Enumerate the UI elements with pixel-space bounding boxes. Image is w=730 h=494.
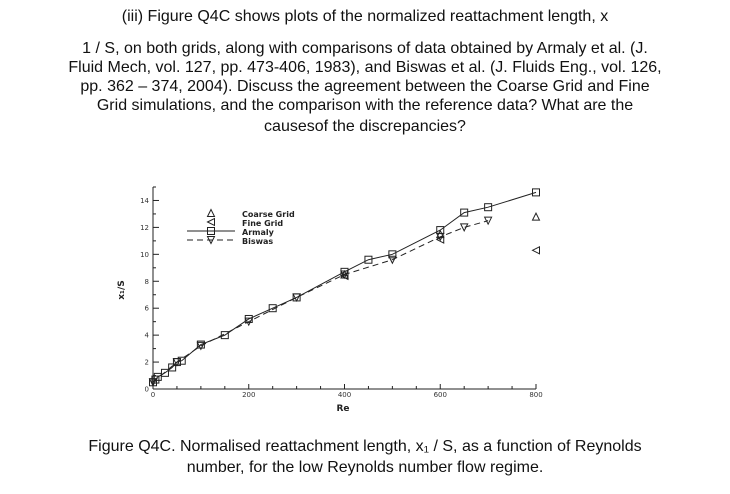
y-tick-label: 10 — [140, 250, 149, 259]
x-tick-label: 200 — [242, 391, 256, 399]
x-tick-label: 600 — [433, 391, 447, 399]
y-tick-label: 0 — [144, 385, 149, 394]
chart-legend — [187, 210, 295, 247]
legend-marker-fine-grid — [208, 219, 215, 226]
question-line-5: causesof the discrepancies? — [264, 118, 466, 135]
x-axis-label: Re — [336, 404, 350, 414]
y-tick-label: 6 — [144, 304, 149, 313]
question-line-1: 1 / S, on both grids, along with comparisons of data obtained by Armaly et al. (J. — [82, 40, 648, 57]
legend-label-fine: Fine Grid — [242, 219, 284, 228]
question-heading: (iii) Figure Q4C shows plots of the normalized reattachment length, x — [121, 8, 609, 25]
legend-label-biswas: Biswas — [242, 237, 274, 246]
data-point-fine-grid — [533, 247, 540, 254]
x-tick-label: 400 — [337, 391, 352, 399]
data-point-biswas — [461, 224, 468, 231]
y-tick-label: 12 — [140, 223, 149, 232]
figure-caption-line-1: Figure Q4C. Normalised reattachment length, x₁ / S, as a function of Reynolds — [88, 438, 642, 455]
legend-label-coarse: Coarse Grid — [242, 210, 295, 219]
y-tick-label: 4 — [144, 331, 149, 340]
question-line-4: Grid simulations, and the comparison with the reference data? What are the — [96, 97, 634, 114]
y-tick-label: 2 — [144, 358, 149, 367]
y-tick-label: 14 — [140, 196, 149, 205]
series-line-biswas — [153, 221, 488, 383]
legend-label-armaly: Armaly — [242, 228, 274, 237]
y-tick-label: 8 — [144, 277, 149, 286]
x-tick-label: 0 — [150, 391, 156, 399]
legend-marker-coarse-grid — [208, 210, 215, 217]
x-tick-label: 800 — [529, 391, 543, 399]
chart-series — [150, 189, 540, 386]
figure-caption-line-2: number, for the low Reynolds number flow regime. — [186, 459, 544, 476]
data-point-coarse-grid — [533, 213, 540, 220]
y-axis-label: x₁/S — [117, 280, 127, 300]
question-line-3: pp. 362 – 374, 2004). Discuss the agreement between the Coarse Grid and Fine — [80, 78, 650, 95]
question-line-2: Fluid Mech, vol. 127, pp. 473-406, 1983), and Biswas et al. (J. Fluids Eng., vol. 126, — [68, 59, 662, 76]
chart-axes — [140, 187, 543, 399]
